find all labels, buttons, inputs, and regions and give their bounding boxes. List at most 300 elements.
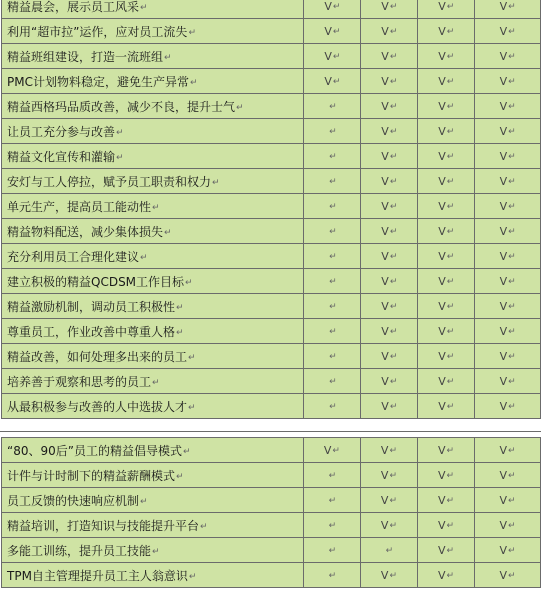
table-row (2, 513, 541, 538)
check-mark: V (499, 175, 508, 188)
check-cell (361, 69, 418, 94)
check-cell (417, 463, 474, 488)
check-mark: V (381, 275, 389, 288)
return-arrow-icon: ↵ (389, 27, 398, 37)
check-cell (475, 144, 541, 169)
return-arrow-icon: ↵ (188, 352, 196, 363)
check-mark: V (499, 225, 508, 238)
check-mark: V (438, 150, 446, 163)
check-cell (418, 119, 475, 144)
check-mark: V (380, 494, 389, 507)
check-mark: V (437, 519, 446, 532)
module-label-cell (2, 488, 304, 513)
return-arrow-icon: ↵ (332, 27, 341, 37)
return-arrow-icon: ↵ (389, 327, 398, 337)
table-row (2, 488, 541, 513)
return-arrow-icon: ↵ (389, 127, 398, 137)
return-arrow-icon: ↵ (446, 202, 455, 212)
module-label: 精益西格玛品质改善，减少不良，提升士气 (7, 99, 236, 114)
return-arrow-icon: ↵ (508, 471, 516, 481)
check-mark: V (437, 469, 446, 482)
return-arrow-icon: ↵ (446, 471, 455, 481)
check-mark: V (499, 400, 508, 413)
return-arrow-icon: ↵ (446, 521, 455, 531)
check-mark: V (323, 444, 332, 457)
module-label-cell (2, 513, 304, 538)
return-arrow-icon: ↵ (389, 496, 397, 506)
check-mark: V (499, 444, 508, 457)
return-arrow-icon: ↵ (385, 546, 394, 556)
return-arrow-icon: ↵ (389, 277, 398, 287)
return-arrow-icon: ↵ (446, 252, 455, 262)
table-row (2, 0, 541, 19)
check-mark: V (381, 125, 389, 138)
return-arrow-icon: ↵ (389, 352, 398, 362)
check-cell (418, 144, 475, 169)
check-mark: V (499, 494, 508, 507)
check-cell (303, 513, 360, 538)
check-mark: V (499, 250, 508, 263)
module-label-cell (2, 463, 304, 488)
return-arrow-icon: ↵ (200, 521, 208, 532)
module-label: 单元生产，提高员工能动性 (7, 199, 152, 214)
check-mark: V (381, 150, 389, 163)
check-cell (475, 194, 541, 219)
return-arrow-icon: ↵ (508, 102, 516, 112)
check-mark: V (381, 225, 389, 238)
table-row (2, 144, 541, 169)
module-label-cell (2, 44, 304, 69)
return-arrow-icon: ↵ (389, 252, 398, 262)
return-arrow-icon: ↵ (185, 277, 193, 288)
return-arrow-icon: ↵ (188, 27, 196, 38)
module-label-cell (2, 219, 304, 244)
check-cell (361, 44, 418, 69)
return-arrow-icon: ↵ (328, 521, 337, 531)
return-arrow-icon: ↵ (389, 202, 398, 212)
check-mark: V (499, 200, 508, 213)
table-row (2, 119, 541, 144)
check-mark: V (438, 400, 446, 413)
check-mark: V (381, 75, 389, 88)
check-cell (475, 513, 541, 538)
check-mark: V (438, 200, 446, 213)
check-cell (475, 319, 541, 344)
check-cell (418, 44, 475, 69)
check-cell (475, 488, 541, 513)
check-mark: V (499, 125, 508, 138)
check-cell (418, 219, 475, 244)
return-arrow-icon: ↵ (329, 152, 337, 162)
return-arrow-icon: ↵ (446, 27, 455, 37)
return-arrow-icon: ↵ (389, 177, 398, 187)
check-mark: V (499, 300, 508, 313)
module-label-cell (2, 144, 304, 169)
check-mark: V (380, 469, 389, 482)
return-arrow-icon: ↵ (176, 471, 184, 482)
module-label: “80、90后”员工的精益倡导模式 (7, 443, 182, 458)
check-mark: V (438, 375, 446, 388)
check-mark: V (381, 300, 389, 313)
check-mark: V (438, 325, 446, 338)
return-arrow-icon: ↵ (446, 2, 455, 12)
table-separator (0, 431, 541, 432)
return-arrow-icon: ↵ (328, 496, 337, 506)
check-cell (475, 344, 541, 369)
check-mark: V (381, 100, 389, 113)
table-row (2, 394, 541, 419)
check-cell (418, 244, 475, 269)
check-mark: V (499, 275, 508, 288)
check-cell (475, 44, 541, 69)
return-arrow-icon: ↵ (329, 377, 337, 387)
check-mark: V (381, 250, 389, 263)
return-arrow-icon: ↵ (508, 2, 516, 12)
check-mark: V (381, 375, 389, 388)
check-cell (475, 0, 541, 19)
check-cell (475, 244, 541, 269)
check-cell (361, 119, 418, 144)
check-cell (304, 369, 361, 394)
return-arrow-icon: ↵ (508, 277, 516, 287)
return-arrow-icon: ↵ (508, 546, 516, 556)
check-mark: V (437, 494, 446, 507)
return-arrow-icon: ↵ (508, 377, 516, 387)
check-cell (475, 463, 541, 488)
return-arrow-icon: ↵ (389, 521, 397, 531)
check-cell (360, 513, 417, 538)
check-cell (475, 563, 541, 588)
check-cell (304, 319, 361, 344)
return-arrow-icon: ↵ (508, 127, 516, 137)
module-label: 精益激励机制，调动员工积极性 (7, 299, 176, 314)
return-arrow-icon: ↵ (389, 2, 398, 12)
check-cell (304, 0, 361, 19)
return-arrow-icon: ↵ (508, 177, 516, 187)
check-mark: V (324, 50, 332, 63)
return-arrow-icon: ↵ (389, 52, 398, 62)
check-cell (361, 244, 418, 269)
check-mark: V (499, 0, 508, 13)
check-mark: V (381, 175, 389, 188)
table-row (2, 438, 541, 463)
return-arrow-icon: ↵ (164, 227, 172, 238)
check-mark: V (499, 375, 508, 388)
check-cell (475, 394, 541, 419)
check-cell (475, 269, 541, 294)
check-cell (361, 269, 418, 294)
check-cell (361, 319, 418, 344)
return-arrow-icon: ↵ (508, 496, 516, 506)
module-label: 充分利用员工合理化建议 (7, 249, 140, 264)
return-arrow-icon: ↵ (140, 252, 148, 263)
check-mark: V (499, 469, 508, 482)
return-arrow-icon: ↵ (508, 77, 516, 87)
check-cell (303, 563, 360, 588)
return-arrow-icon: ↵ (329, 352, 337, 362)
module-label: 精益班组建设，打造一流班组 (7, 49, 164, 64)
module-label: 精益晨会，展示员工风采 (7, 0, 140, 14)
check-mark: V (438, 75, 446, 88)
return-arrow-icon: ↵ (164, 52, 172, 63)
check-mark: V (499, 100, 508, 113)
check-cell (361, 19, 418, 44)
return-arrow-icon: ↵ (446, 352, 455, 362)
check-cell (418, 294, 475, 319)
check-mark: V (381, 350, 389, 363)
check-mark: V (499, 350, 508, 363)
return-arrow-icon: ↵ (188, 402, 196, 413)
check-cell (304, 194, 361, 219)
return-arrow-icon: ↵ (446, 546, 455, 556)
module-label-cell (2, 563, 304, 588)
return-arrow-icon: ↵ (189, 77, 198, 88)
return-arrow-icon: ↵ (446, 52, 455, 62)
return-arrow-icon: ↵ (508, 27, 516, 37)
check-cell (304, 19, 361, 44)
table-row (2, 244, 541, 269)
check-cell (360, 538, 417, 563)
check-mark: V (380, 444, 389, 457)
check-cell (417, 538, 474, 563)
return-arrow-icon: ↵ (389, 402, 398, 412)
return-arrow-icon: ↵ (508, 52, 516, 62)
return-arrow-icon: ↵ (446, 377, 455, 387)
return-arrow-icon: ↵ (446, 571, 455, 581)
module-label: 精益培训，打造知识与技能提升平台 (7, 518, 200, 533)
check-cell (361, 0, 418, 19)
module-label: TPM自主管理提升员工主人翁意识 (7, 568, 188, 583)
table-row (2, 319, 541, 344)
check-cell (304, 294, 361, 319)
module-label-cell (2, 369, 304, 394)
return-arrow-icon: ↵ (446, 277, 455, 287)
check-cell (303, 463, 360, 488)
module-label: 让员工充分参与改善 (7, 124, 116, 139)
return-arrow-icon: ↵ (329, 202, 337, 212)
check-cell (361, 369, 418, 394)
return-arrow-icon: ↵ (508, 352, 516, 362)
table-row (2, 69, 541, 94)
check-mark: V (381, 400, 389, 413)
check-mark: V (324, 0, 332, 13)
table-top-body (2, 0, 541, 419)
check-cell (303, 488, 360, 513)
module-label-cell (2, 94, 304, 119)
check-cell (304, 119, 361, 144)
check-mark: V (324, 25, 332, 38)
check-mark: V (381, 200, 389, 213)
check-mark: V (438, 275, 446, 288)
check-cell (475, 94, 541, 119)
return-arrow-icon: ↵ (329, 327, 337, 337)
course-module-table-top (1, 0, 541, 419)
return-arrow-icon: ↵ (508, 227, 516, 237)
check-cell (475, 294, 541, 319)
return-arrow-icon: ↵ (389, 302, 398, 312)
check-mark: V (438, 175, 446, 188)
check-cell (475, 119, 541, 144)
check-cell (475, 369, 541, 394)
module-label: PMC计划物料稳定，避免生产异常 (7, 74, 189, 89)
check-cell (304, 269, 361, 294)
return-arrow-icon: ↵ (152, 377, 160, 388)
check-cell (361, 394, 418, 419)
return-arrow-icon: ↵ (446, 227, 455, 237)
check-cell (418, 169, 475, 194)
check-mark: V (499, 569, 508, 582)
return-arrow-icon: ↵ (140, 2, 148, 13)
return-arrow-icon: ↵ (176, 302, 184, 313)
return-arrow-icon: ↵ (116, 127, 124, 138)
check-cell (361, 169, 418, 194)
return-arrow-icon: ↵ (236, 102, 244, 113)
module-label-cell (2, 319, 304, 344)
return-arrow-icon: ↵ (389, 377, 398, 387)
return-arrow-icon: ↵ (329, 252, 337, 262)
check-cell (304, 394, 361, 419)
check-mark: V (381, 325, 389, 338)
table-row (2, 344, 541, 369)
check-mark: V (499, 50, 508, 63)
return-arrow-icon: ↵ (332, 446, 340, 456)
table-row (2, 94, 541, 119)
module-label: 精益改善，如何处理多出来的员工 (7, 349, 188, 364)
check-cell (304, 44, 361, 69)
return-arrow-icon: ↵ (508, 521, 516, 531)
module-label: 培养善于观察和思考的员工 (7, 374, 152, 389)
check-cell (361, 219, 418, 244)
return-arrow-icon: ↵ (182, 446, 191, 457)
return-arrow-icon: ↵ (329, 127, 337, 137)
check-mark: V (438, 125, 446, 138)
return-arrow-icon: ↵ (446, 327, 455, 337)
return-arrow-icon: ↵ (329, 302, 337, 312)
return-arrow-icon: ↵ (508, 402, 516, 412)
return-arrow-icon: ↵ (446, 77, 455, 87)
return-arrow-icon: ↵ (116, 152, 124, 163)
module-label: 多能工训练，提升员工技能 (7, 543, 152, 558)
check-mark: V (380, 519, 389, 532)
check-cell (360, 463, 417, 488)
module-label: 精益文化宣传和灌输 (7, 149, 116, 164)
return-arrow-icon: ↵ (329, 102, 337, 112)
module-label-cell (2, 438, 304, 463)
table-row (2, 294, 541, 319)
module-label: 利用“超市拉”运作，应对员工流失 (7, 24, 188, 39)
check-cell (304, 219, 361, 244)
module-label-cell (2, 269, 304, 294)
table-row (2, 44, 541, 69)
return-arrow-icon: ↵ (329, 177, 337, 187)
return-arrow-icon: ↵ (389, 227, 398, 237)
table-row (2, 563, 541, 588)
module-label-cell (2, 394, 304, 419)
return-arrow-icon: ↵ (508, 202, 516, 212)
check-cell (360, 563, 417, 588)
return-arrow-icon: ↵ (188, 571, 197, 582)
table-row (2, 194, 541, 219)
check-cell (417, 513, 474, 538)
check-cell (418, 94, 475, 119)
check-cell (304, 344, 361, 369)
return-arrow-icon: ↵ (508, 302, 516, 312)
check-mark: V (381, 0, 389, 13)
course-module-table-bottom (1, 437, 541, 588)
check-cell (418, 194, 475, 219)
return-arrow-icon: ↵ (332, 2, 341, 12)
check-mark: V (499, 544, 508, 557)
check-mark: V (499, 25, 508, 38)
return-arrow-icon: ↵ (446, 446, 455, 456)
check-mark: V (438, 100, 446, 113)
check-mark: V (438, 50, 446, 63)
module-label-cell (2, 344, 304, 369)
check-cell (303, 538, 360, 563)
return-arrow-icon: ↵ (329, 227, 337, 237)
return-arrow-icon: ↵ (446, 177, 455, 187)
check-cell (475, 19, 541, 44)
check-mark: V (438, 250, 446, 263)
table-row (2, 169, 541, 194)
check-cell (475, 438, 541, 463)
return-arrow-icon: ↵ (176, 327, 184, 338)
return-arrow-icon: ↵ (508, 252, 516, 262)
check-cell (418, 369, 475, 394)
table-row (2, 369, 541, 394)
return-arrow-icon: ↵ (389, 571, 397, 581)
return-arrow-icon: ↵ (508, 327, 516, 337)
module-label: 计件与计时制下的精益薪酬模式 (7, 468, 176, 483)
check-mark: V (380, 569, 389, 582)
check-cell (304, 244, 361, 269)
return-arrow-icon: ↵ (389, 471, 397, 481)
check-mark: V (437, 444, 446, 457)
check-cell (418, 0, 475, 19)
return-arrow-icon: ↵ (329, 402, 337, 412)
check-mark: V (438, 0, 446, 13)
check-mark: V (437, 569, 446, 582)
return-arrow-icon: ↵ (329, 277, 337, 287)
check-cell (418, 394, 475, 419)
module-label-cell (2, 19, 304, 44)
return-arrow-icon: ↵ (389, 77, 398, 87)
return-arrow-icon: ↵ (389, 152, 398, 162)
module-label: 建立积极的精益QCDSM工作目标 (7, 274, 185, 289)
check-mark: V (499, 75, 508, 88)
check-cell (361, 194, 418, 219)
return-arrow-icon: ↵ (508, 152, 516, 162)
check-cell (418, 69, 475, 94)
check-mark: V (438, 225, 446, 238)
check-mark: V (499, 150, 508, 163)
module-label: 员工反馈的快速响应机制 (7, 493, 140, 508)
check-cell (475, 219, 541, 244)
return-arrow-icon: ↵ (446, 102, 455, 112)
check-mark: V (381, 50, 389, 63)
check-mark: V (381, 25, 389, 38)
table-row (2, 269, 541, 294)
return-arrow-icon: ↵ (446, 127, 455, 137)
return-arrow-icon: ↵ (328, 471, 337, 481)
check-cell (418, 344, 475, 369)
module-label-cell (2, 169, 304, 194)
module-label-cell (2, 294, 304, 319)
module-label-cell (2, 0, 304, 19)
return-arrow-icon: ↵ (152, 546, 160, 557)
check-cell (418, 269, 475, 294)
check-cell (303, 438, 360, 463)
